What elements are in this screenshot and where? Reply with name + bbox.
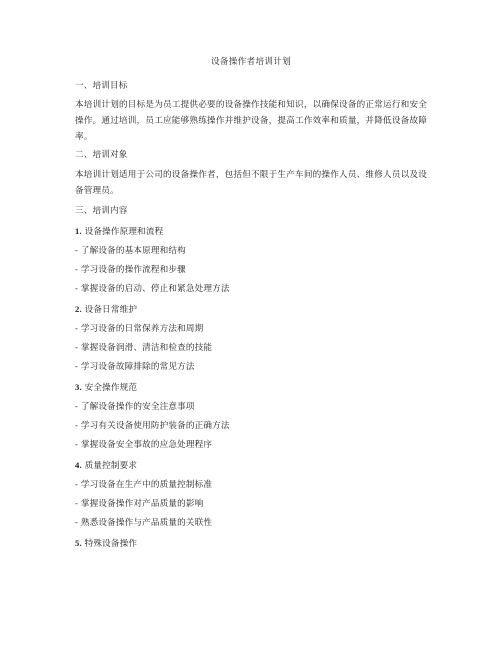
section-heading-content: 三、培训内容 — [75, 206, 128, 216]
module-title-text: 设备操作原理和流程 — [84, 227, 164, 237]
module-title — [75, 226, 163, 238]
module-title — [75, 538, 137, 550]
list-item: - 学习设备故障排除的常见方法 — [75, 362, 195, 372]
document-title: 设备操作者培训计划 — [210, 57, 292, 67]
module-title-text: 设备日常维护 — [84, 305, 138, 315]
list-item: - 掌握设备操作对产品质量的影响 — [75, 499, 204, 509]
section-text-goal: 本培训计划的目标是为员工提供必要的设备操作技能和知识，以确保设备的正常运行和安全操作。通过培训，员工应能够熟练操作并维护设备，提高工作效率和质量，并降低设备故障率。 — [75, 100, 427, 142]
module-title-text: 安全操作规范 — [84, 383, 138, 393]
section-heading-target: 二、培训对象 — [75, 150, 128, 160]
module-number: 2. — [75, 304, 82, 314]
section-text-target: 本培训计划适用于公司的设备操作者，包括但不限于生产车间的操作人员、维修人员以及设备管理员。 — [75, 170, 427, 196]
module-title-text: 质量控制要求 — [84, 461, 138, 471]
module-title-text: 特殊设备操作 — [84, 539, 138, 549]
list-item: - 了解设备的基本原理和结构 — [75, 246, 186, 256]
module-number: 3. — [75, 382, 82, 392]
list-item: - 学习有关设备使用防护装备的正确方法 — [75, 421, 230, 431]
module-title — [75, 460, 137, 472]
list-item: - 掌握设备润滑、清洁和检查的技能 — [75, 343, 213, 353]
section-heading-goal: 一、培训目标 — [75, 81, 128, 91]
list-item: - 学习设备的操作流程和步骤 — [75, 265, 186, 275]
list-item: - 学习设备在生产中的质量控制标准 — [75, 480, 213, 490]
module-title — [75, 382, 137, 394]
module-number: 1. — [75, 226, 82, 236]
list-item: - 掌握设备安全事故的应急处理程序 — [75, 440, 213, 450]
list-item: - 熟悉设备操作与产品质量的关联性 — [75, 518, 213, 528]
list-item: - 了解设备操作的安全注意事项 — [75, 402, 195, 412]
module-title — [75, 304, 137, 316]
list-item: - 学习设备的日常保养方法和周期 — [75, 324, 204, 334]
list-item: - 掌握设备的启动、停止和紧急处理方法 — [75, 284, 230, 294]
module-number: 5. — [75, 538, 82, 548]
module-number: 4. — [75, 460, 82, 470]
